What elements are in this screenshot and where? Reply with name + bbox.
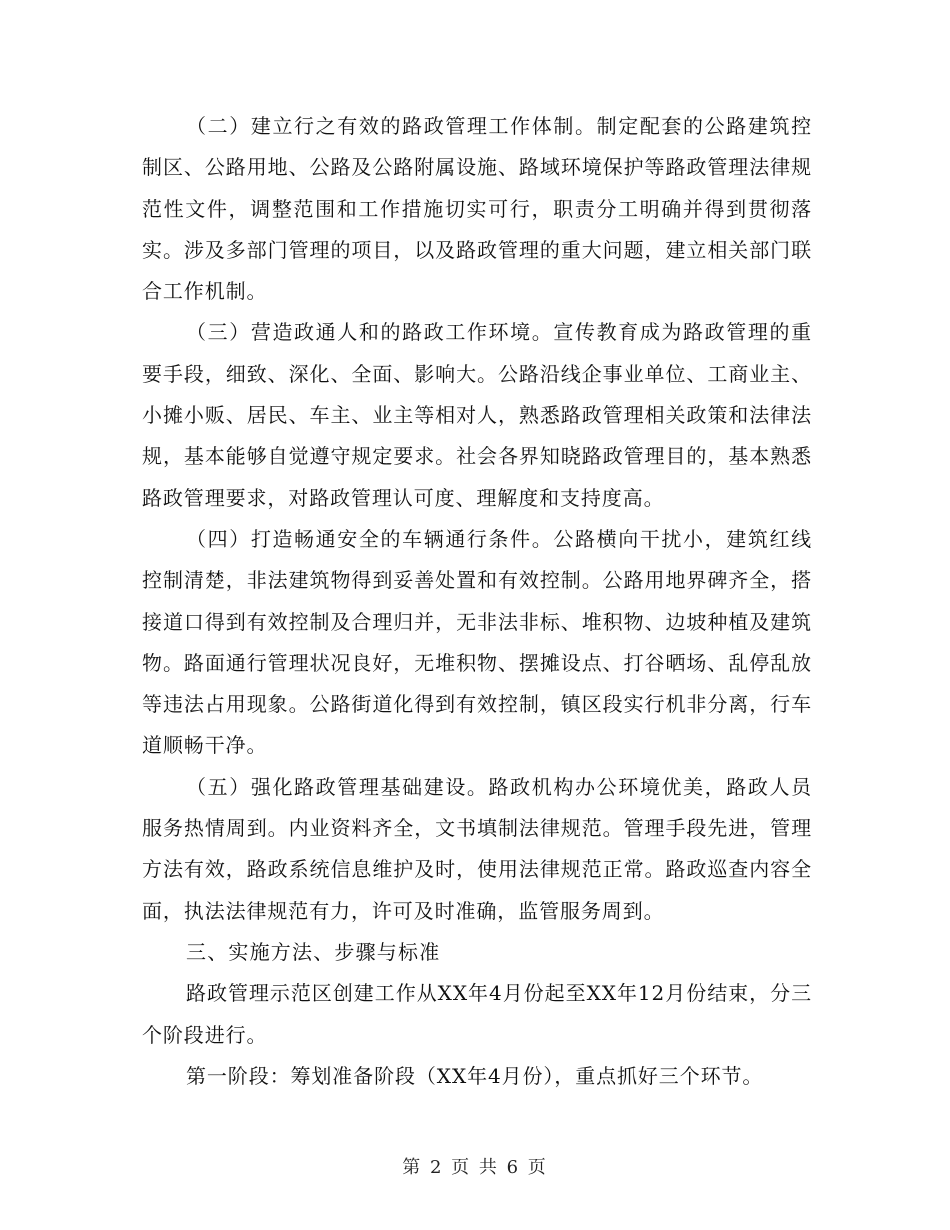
paragraph-phase-one: 第一阶段：筹划准备阶段（XX年4月份），重点抓好三个环节。 bbox=[186, 1063, 764, 1088]
paragraph-section-3: （三）营造政通人和的路政工作环境。宣传教育成为路政管理的重要手段，细致、深化、全面、影响大。公路沿线企事业单位、工商业主、小摊小贩、居民、车主、业主等相对人，熟悉路政管理相关政策和法律法规，基本能够自觉遵守规定要求。社会各界知晓路政管理目的，基本熟悉路政管理要求，对路政管理认可度、理解度和支持度高。 bbox=[142, 320, 812, 510]
paragraph-schedule-overview: 路政管理示范区创建工作从XX年4月份起至XX年12月份结束，分三个阶段进行。 bbox=[142, 981, 812, 1047]
document-body bbox=[142, 106, 812, 1097]
paragraph-section-2: （二）建立行之有效的路政管理工作体制。制定配套的公路建筑控制区、公路用地、公路及公路附属设施、路域环境保护等路政管理法律规范性文件，调整范围和工作措施切实可行，职责分工明确并得到贯彻落实。涉及多部门管理的项目，以及路政管理的重大问题，建立相关部门联合工作机制。 bbox=[142, 114, 812, 304]
section-heading-implementation: 三、实施方法、步骤与标准 bbox=[186, 939, 441, 964]
paragraph-section-4: （四）打造畅通安全的车辆通行条件。公路横向干扰小，建筑红线控制清楚，非法建筑物得到妥善处置和有效控制。公路用地界碑齐全，搭接道口得到有效控制及合理归并，无非法非标、堆积物、边坡种植及建筑物。路面通行管理状况良好，无堆积物、摆摊设点、打谷晒场、乱停乱放等违法占用现象。公路街道化得到有效控制，镇区段实行机非分离，行车道顺畅干净。 bbox=[142, 526, 812, 758]
page-number-footer: 第 2 页 共 6 页 bbox=[402, 1157, 548, 1178]
paragraph-section-5: （五）强化路政管理基础建设。路政机构办公环境优美，路政人员服务热情周到。内业资料齐全，文书填制法律规范。管理手段先进，管理方法有效，路政系统信息维护及时，使用法律规范正常。路政巡查内容全面，执法法律规范有力，许可及时准确，监管服务周到。 bbox=[142, 774, 812, 923]
